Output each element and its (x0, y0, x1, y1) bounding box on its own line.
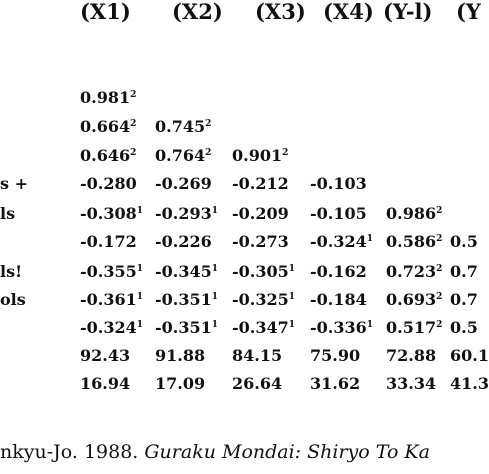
significance-marker: 1 (136, 320, 144, 330)
cell-value: -0.184 (310, 290, 367, 309)
table-cell (232, 346, 282, 366)
significance-marker: 2 (436, 320, 443, 330)
table-cell (386, 346, 436, 366)
cell-value: -0.105 (310, 204, 367, 223)
cell-value: 16.94 (80, 374, 131, 393)
significance-marker: 2 (205, 148, 212, 158)
cell-value: -0.345 (155, 262, 212, 281)
table-cell (80, 374, 130, 394)
significance-marker: 2 (436, 206, 443, 216)
table-cell (310, 232, 373, 252)
column-header-x3: (X3) (255, 0, 306, 24)
cell-value: 0.693 (386, 290, 437, 309)
table-cell (155, 174, 212, 194)
cell-value: 0.723 (386, 262, 437, 281)
table-cell (155, 232, 212, 252)
table-cell (386, 318, 442, 338)
significance-marker: 2 (282, 148, 289, 158)
cell-value: 0.646 (80, 146, 131, 165)
column-header-x2: (X2) (172, 0, 223, 24)
cell-value: 0.7 (450, 262, 478, 281)
cell-value: -0.269 (155, 174, 212, 193)
row-label-5: ls (0, 204, 16, 223)
cell-value: 92.43 (80, 346, 131, 365)
table-cell (80, 146, 136, 166)
table-cell (232, 374, 282, 394)
table-cell (232, 232, 289, 252)
table-cell (155, 117, 211, 137)
table-cell (232, 146, 288, 166)
cell-value: 0.986 (386, 204, 437, 223)
significance-marker: 1 (211, 206, 219, 216)
table-cell (450, 232, 478, 252)
cell-value: -0.308 (80, 204, 137, 223)
cell-value: 0.5 (450, 232, 478, 251)
cell-value: -0.293 (155, 204, 212, 223)
significance-marker: 2 (205, 119, 212, 129)
significance-marker: 1 (366, 234, 374, 244)
cell-value: -0.355 (80, 262, 137, 281)
table-cell (386, 232, 442, 252)
significance-marker: 1 (136, 264, 144, 274)
cell-value: -0.324 (80, 318, 137, 337)
significance-marker: 1 (136, 206, 144, 216)
table-cell (232, 318, 295, 338)
table-cell (155, 146, 211, 166)
table-cell (386, 290, 442, 310)
significance-marker: 1 (366, 320, 374, 330)
table-cell (80, 117, 136, 137)
row-label-8: ols (0, 290, 26, 309)
table-cell (386, 374, 436, 394)
citation-title: Guraku Mondai: Shiryo To Ka (144, 441, 430, 463)
significance-marker: 2 (436, 264, 443, 274)
table-cell (232, 174, 289, 194)
table-cell (80, 204, 143, 224)
cell-value: 0.764 (155, 146, 206, 165)
cell-value: 84.15 (232, 346, 283, 365)
cell-value: 0.901 (232, 146, 283, 165)
cell-value: -0.172 (80, 232, 137, 251)
table-cell (155, 290, 218, 310)
significance-marker: 1 (211, 264, 219, 274)
table-cell (310, 374, 360, 394)
cell-value: -0.347 (232, 318, 289, 337)
citation-footnote (0, 440, 430, 464)
significance-marker: 2 (436, 234, 443, 244)
table-cell (450, 374, 489, 394)
table-cell (80, 174, 137, 194)
column-header-x1: (X1) (80, 0, 131, 24)
column-header-y1: (Y-l) (383, 0, 433, 24)
cell-value: 75.90 (310, 346, 361, 365)
cell-value: -0.325 (232, 290, 289, 309)
cell-value: 0.586 (386, 232, 437, 251)
cell-value: 0.664 (80, 117, 131, 136)
cell-value: -0.280 (80, 174, 137, 193)
table-cell (310, 204, 367, 224)
cell-value: -0.162 (310, 262, 367, 281)
table-cell (310, 174, 367, 194)
row-label-7: ls! (0, 262, 23, 281)
table-cell (155, 318, 218, 338)
cell-value: 41.3 (450, 374, 489, 393)
significance-marker: 2 (436, 292, 443, 302)
table-cell (80, 232, 137, 252)
cell-value: -0.273 (232, 232, 289, 251)
table-cell (450, 318, 478, 338)
cell-value: -0.305 (232, 262, 289, 281)
cell-value: -0.209 (232, 204, 289, 223)
table-cell (80, 346, 130, 366)
significance-marker: 1 (288, 320, 296, 330)
significance-marker: 2 (130, 148, 137, 158)
table-cell (155, 262, 218, 282)
cell-value: 0.745 (155, 117, 206, 136)
row-label-4: s + (0, 174, 28, 193)
cell-value: 72.88 (386, 346, 437, 365)
table-cell (232, 204, 289, 224)
cell-value: 60.1 (450, 346, 489, 365)
cell-value: -0.351 (155, 290, 212, 309)
cell-value: 17.09 (155, 374, 206, 393)
significance-marker: 1 (136, 292, 144, 302)
cell-value: 0.5 (450, 318, 478, 337)
cell-value: -0.336 (310, 318, 367, 337)
table-cell (450, 290, 478, 310)
significance-marker: 1 (211, 320, 219, 330)
cell-value: -0.226 (155, 232, 212, 251)
cell-value: -0.212 (232, 174, 289, 193)
table-cell (310, 262, 367, 282)
cell-value: -0.103 (310, 174, 367, 193)
significance-marker: 2 (130, 119, 137, 129)
cell-value: 31.62 (310, 374, 361, 393)
table-cell (155, 346, 205, 366)
column-header-x4: (X4) (323, 0, 374, 24)
table-cell (80, 88, 136, 108)
cell-value: 0.517 (386, 318, 437, 337)
table-cell (310, 318, 373, 338)
table-cell (386, 204, 442, 224)
table-cell (80, 290, 143, 310)
significance-marker: 1 (288, 264, 296, 274)
table-cell (386, 262, 442, 282)
table-cell (155, 204, 218, 224)
cell-value: 0.981 (80, 88, 131, 107)
table-cell (155, 374, 205, 394)
table-cell (310, 346, 360, 366)
cell-value: 0.7 (450, 290, 478, 309)
table-cell (80, 262, 143, 282)
table-cell (450, 346, 489, 366)
table-cell (450, 262, 478, 282)
significance-marker: 1 (288, 292, 296, 302)
citation-prefix: nkyu-Jo. 1988. (0, 441, 145, 463)
cell-value: -0.361 (80, 290, 137, 309)
column-header-y-partial: (Y (456, 0, 481, 24)
significance-marker: 1 (211, 292, 219, 302)
significance-marker: 2 (130, 90, 137, 100)
cell-value: -0.324 (310, 232, 367, 251)
cell-value: 26.64 (232, 374, 283, 393)
cell-value: -0.351 (155, 318, 212, 337)
cell-value: 33.34 (386, 374, 437, 393)
table-cell (232, 262, 295, 282)
table-cell (80, 318, 143, 338)
cell-value: 91.88 (155, 346, 206, 365)
table-cell (310, 290, 367, 310)
table-cell (232, 290, 295, 310)
